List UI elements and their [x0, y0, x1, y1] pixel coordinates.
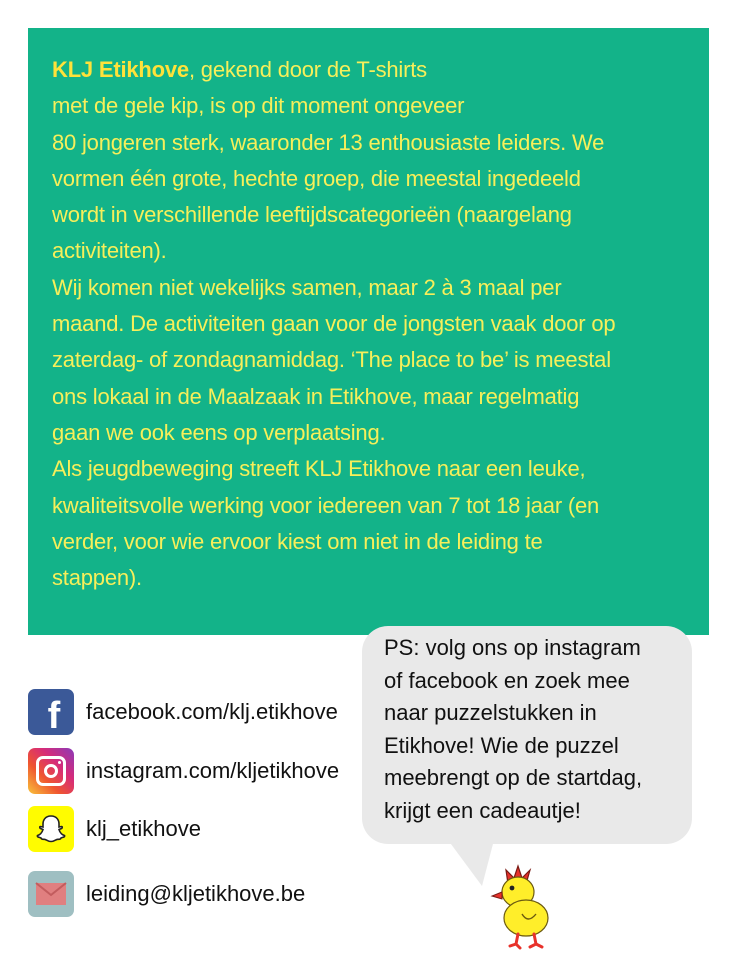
org-name: KLJ Etikhove	[52, 57, 189, 82]
intro-line: activiteiten).	[52, 238, 167, 264]
intro-line: stappen).	[52, 565, 142, 591]
intro-panel	[28, 28, 709, 635]
bubble-line: meebrengt op de startdag,	[384, 765, 643, 790]
bubble-line: of facebook en zoek mee	[384, 667, 630, 693]
speech-bubble	[362, 626, 692, 844]
intro-line: gaan we ook eens op verplaatsing.	[52, 419, 386, 445]
intro-line: ons lokaal in de Maalzaak in Etikhove, maar regelmatig	[52, 383, 580, 409]
intro-line: Wij komen niet wekelijks samen, maar 2 à 3 maal per	[52, 274, 562, 300]
instagram-link[interactable]: instagram.com/kljetikhove	[86, 758, 340, 783]
contact-instagram[interactable]	[28, 748, 339, 794]
chick-mascot-icon	[488, 862, 558, 952]
bubble-line: naar puzzelstukken in	[384, 700, 597, 725]
intro-line: met de gele kip, is op dit moment ongeveer	[52, 93, 465, 119]
intro-line: Als jeugdbeweging streeft KLJ Etikhove naar een leuke,	[52, 456, 586, 482]
intro-line: zaterdag- of zondagnamiddag. ‘The place to be’ is meestal	[52, 347, 611, 373]
contact-facebook[interactable]	[28, 689, 338, 735]
intro-line: kwaliteitsvolle werking voor iedereen van 7 tot 18 jaar (en	[52, 492, 600, 518]
intro-text	[52, 52, 692, 596]
intro-line: 80 jongeren sterk, waaronder 13 enthousiaste leiders. We	[52, 129, 605, 155]
contact-email[interactable]	[28, 871, 305, 917]
intro-line: maand. De activiteiten gaan voor de jongsten vaak door op	[52, 311, 616, 337]
email-link[interactable]: leiding@kljetikhove.be	[86, 881, 306, 906]
instagram-icon	[28, 748, 74, 794]
intro-line: wordt in verschillende leeftijdscategorieën (naargelang	[52, 202, 572, 228]
intro-line: verder, voor wie ervoor kiest om niet in de leiding te	[52, 528, 543, 554]
intro-line: , gekend door de T-shirts	[188, 57, 427, 82]
bubble-text	[384, 632, 684, 827]
bubble-line: krijgt een cadeautje!	[384, 797, 581, 823]
bubble-line: Etikhove! Wie de puzzel	[384, 732, 619, 758]
intro-line: vormen één grote, hechte groep, die meestal ingedeeld	[52, 165, 581, 191]
snapchat-icon	[28, 806, 74, 852]
bubble-line: PS: volg ons op instagram	[384, 635, 641, 660]
contact-snapchat[interactable]	[28, 806, 201, 852]
facebook-link[interactable]: facebook.com/klj.etikhove	[86, 699, 338, 724]
facebook-icon: f	[28, 689, 74, 735]
snapchat-handle[interactable]: klj_etikhove	[86, 816, 201, 841]
mail-icon	[28, 871, 74, 917]
